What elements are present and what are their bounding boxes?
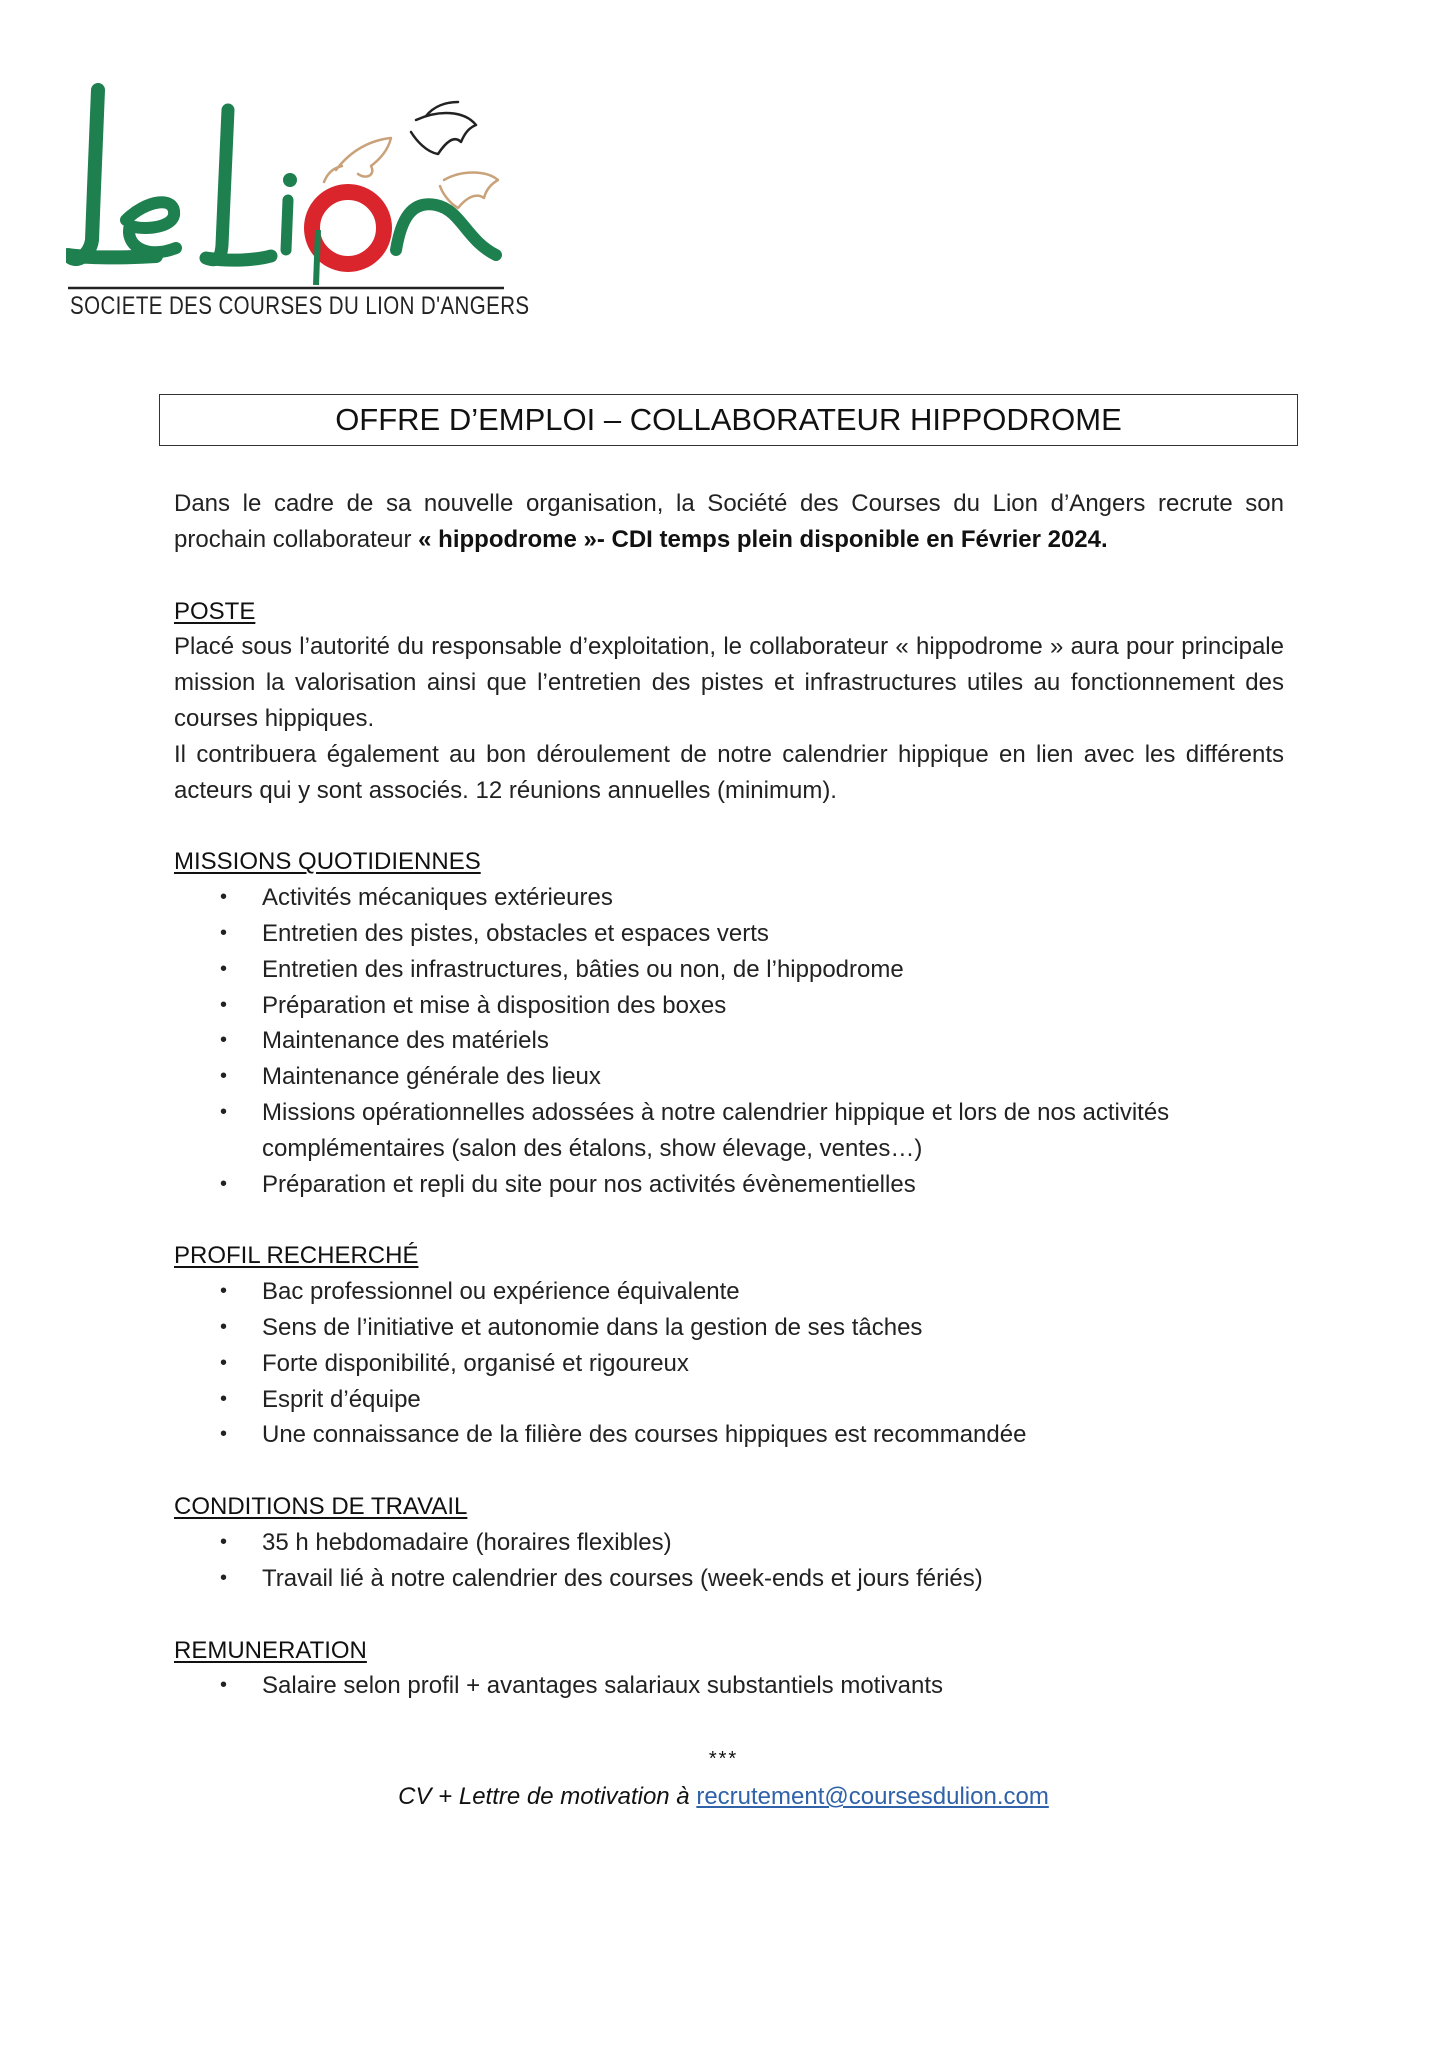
email-link[interactable]: recrutement@coursesdulion.com: [696, 1783, 1049, 1810]
profil-list: [174, 1274, 1284, 1453]
list-item: • Préparation et repli du site pour nos activités évènementielles: [174, 1167, 1284, 1203]
list-item: • Bac professionnel ou expérience équivalente: [174, 1274, 1284, 1310]
offer-content: [174, 486, 1284, 1704]
intro-paragraph: [174, 486, 1284, 558]
title-box: [159, 394, 1298, 446]
poste-heading: POSTE: [174, 597, 256, 625]
list-item: • Une connaissance de la filière des courses hippiques est recommandée: [174, 1417, 1284, 1453]
list-item: • Missions opérationnelles adossées à notre calendrier hippique et lors de nos activités complémentaires (salon des étalons, show élevage, ventes…): [174, 1095, 1284, 1167]
list-item: • Activités mécaniques extérieures: [174, 880, 1284, 916]
list-item: • Entretien des pistes, obstacles et espaces verts: [174, 916, 1284, 952]
cv-text: CV + Lettre de motivation à: [398, 1783, 697, 1810]
list-item: • Maintenance générale des lieux: [174, 1059, 1284, 1095]
separator-stars: ***: [708, 1748, 739, 1770]
intro-text: Dans le cadre de sa nouvelle organisation, la Société des Courses du Lion d’Angers recrute son prochain collaborateur: [174, 490, 1284, 553]
list-item: • Entretien des infrastructures, bâties ou non, de l’hippodrome: [174, 952, 1284, 988]
logo-tagline: SOCIETE DES COURSES DU LION D'ANGERS: [70, 292, 530, 320]
list-item: • Travail lié à notre calendrier des courses (week-ends et jours fériés): [174, 1561, 1284, 1597]
list-item: • 35 h hebdomadaire (horaires flexibles): [174, 1525, 1284, 1561]
cv-instruction: [0, 1778, 1447, 1816]
poste-paragraph-2: Il contribuera également au bon déroulement de notre calendrier hippique en lien avec les différents acteurs qui y sont associés. 12 réunions annuelles (minimum).: [174, 740, 1284, 804]
list-item: • Esprit d’équipe: [174, 1382, 1284, 1418]
conditions-heading: CONDITIONS DE TRAVAIL: [174, 1493, 468, 1521]
logo-graphic: [66, 80, 546, 290]
list-item: • Préparation et mise à disposition des boxes: [174, 988, 1284, 1024]
profil-heading: PROFIL RECHERCHÉ: [174, 1242, 419, 1270]
intro-bold: « hippodrome »- CDI temps plein disponible en Février 2024.: [418, 525, 1108, 553]
missions-list: [174, 880, 1284, 1202]
list-item: • Maintenance des matériels: [174, 1023, 1284, 1059]
footer: [0, 1740, 1447, 1816]
list-item: • Salaire selon profil + avantages salariaux substantiels motivants: [174, 1668, 1284, 1704]
remuneration-heading: REMUNERATION: [174, 1636, 367, 1664]
list-item: • Forte disponibilité, organisé et rigoureux: [174, 1346, 1284, 1382]
remuneration-list: [174, 1668, 1284, 1704]
page-title: OFFRE D’EMPLOI – COLLABORATEUR HIPPODROME: [335, 402, 1122, 437]
le-lion-logo: [66, 80, 546, 330]
poste-paragraph-1: Placé sous l’autorité du responsable d’exploitation, le collaborateur « hippodrome » aura pour principale mission la valorisation ainsi que l’entretien des pistes et infrastructures utiles au fonctionnement des courses hippiques.: [174, 633, 1284, 732]
list-item: • Sens de l’initiative et autonomie dans la gestion de ses tâches: [174, 1310, 1284, 1346]
conditions-list: [174, 1525, 1284, 1597]
missions-heading: MISSIONS QUOTIDIENNES: [174, 848, 481, 876]
